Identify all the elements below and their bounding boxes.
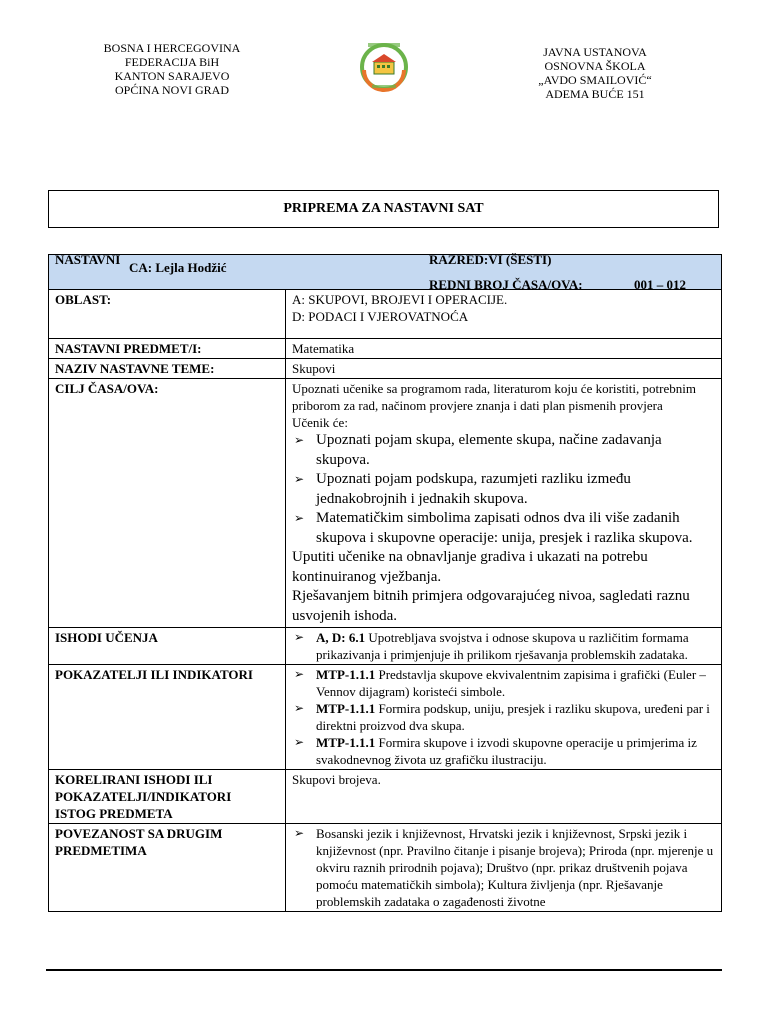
outcome-text: Upotrebljava svojstva i odnose skupova u različitim formama prikazivanja i primjenjuje ih prilikom rješavanja problemskih zadataka.	[316, 630, 689, 662]
grade-label: RAZRED:VI (ŠESTI)	[429, 252, 552, 267]
list-item	[292, 629, 715, 663]
row-label-cilj: CILJ ČASA/OVA:	[49, 379, 286, 628]
header-right-line: OSNOVNA ŠKOLA	[544, 59, 646, 73]
row-label-ishodi: ISHODI UČENJA	[49, 628, 286, 665]
header-right-line: JAVNA USTANOVA	[543, 45, 647, 59]
list-item	[292, 700, 715, 734]
header-left-line: BOSNA I HERCEGOVINA	[103, 41, 241, 55]
row-label-predmet: NASTAVNI PREDMET/I:	[49, 339, 286, 359]
list-item	[292, 666, 715, 700]
header-left-line: KANTON SARAJEVO	[114, 69, 230, 83]
oblast-line: D: PODACI I VJEROVATNOĆA	[292, 309, 469, 324]
header-right-line: ADEMA BUĆE 151	[545, 87, 645, 101]
indicators-list	[292, 666, 715, 768]
korelirani-label-line: ISTOG PREDMETA	[55, 806, 173, 821]
row-value-cilj	[286, 379, 722, 628]
header-left-line: FEDERACIJA BiH	[124, 55, 220, 69]
header-cell	[49, 252, 722, 292]
table-row	[49, 339, 722, 359]
cilj-bullet-list	[292, 431, 715, 548]
ishodi-list	[292, 629, 715, 663]
table-row	[49, 665, 722, 770]
povezanost-label-line: PREDMETIMA	[55, 843, 147, 858]
row-label-povezanost	[49, 824, 286, 912]
list-item	[292, 734, 715, 768]
row-label-pokazatelji: POKAZATELJI ILI INDIKATORI	[49, 665, 286, 770]
indicator-text: Predstavlja skupove ekvivalentnim zapisima i grafički (Euler – Vennov dijagram) koristeći simbole.	[316, 667, 706, 699]
list-item: ➢ Upoznati pojam podskupa, razumjeti razliku između jednakobrojnih i jednakih skupova.	[292, 470, 715, 509]
table-row	[49, 770, 722, 824]
indicator-text: Formira skupove i izvodi skupovne operacije u primjerima iz svakodnevnog života uz grafičku ilustraciju.	[316, 735, 697, 767]
row-value-povezanost	[286, 824, 722, 912]
row-value-korelirani: Skupovi brojeva.	[286, 770, 722, 824]
outcome-code: A, D: 6.1	[316, 630, 366, 645]
indicator-text: Formira podskup, uniju, presjek i razliku skupova, uređeni par i direktni proizvod dva skupa.	[316, 701, 710, 733]
page-bottom-rule	[46, 969, 722, 971]
header-right-line: „AVDO SMAILOVIĆ“	[538, 73, 652, 87]
list-item: ➢ Matematičkim simbolima zapisati odnos dva ili više zadanih skupova i skupovne operacije: unija, presjek i razlika skupova.	[292, 509, 715, 548]
row-label-oblast: OBLAST:	[49, 290, 286, 339]
table-header-row	[49, 255, 722, 290]
korelirani-label-line: POKAZATELJI/INDIKATORI	[55, 789, 232, 804]
lesson-number-value: 001 – 012	[634, 277, 686, 292]
indicator-code: MTP-1.1.1	[316, 667, 376, 682]
table-row	[49, 290, 722, 339]
cilj-ucenik: Učenik će:	[292, 415, 348, 430]
row-value-tema: Skupovi	[286, 359, 722, 379]
oblast-line: A: SKUPOVI, BROJEVI I OPERACIJE.	[292, 292, 508, 307]
cilj-outro: Rješavanjem bitnih primjera odgovarajućeg nivoa, sagledati raznu usvojenih ishoda.	[292, 588, 690, 624]
lesson-plan-table	[48, 254, 722, 912]
cilj-intro: Upoznati učenike sa programom rada, literaturom koju će koristiti, potrebnim priborom za rad, načinom provjere znanja i dati plan pismenih provjera	[292, 381, 696, 413]
row-value-ishodi	[286, 628, 722, 665]
indicator-code: MTP-1.1.1	[316, 735, 376, 750]
header-right-school	[520, 45, 670, 101]
table-row	[49, 359, 722, 379]
korelirani-label-line: KORELIRANI ISHODI ILI	[55, 772, 213, 787]
header-left-institution	[60, 41, 284, 97]
nastavnik-label: NASTAVNI	[55, 252, 121, 267]
cilj-outro: Uputiti učenike na obnavljanje gradiva i ukazati na potrebu kontinuiranog vježbanja.	[292, 549, 648, 585]
row-label-tema: NAZIV NASTAVNE TEME:	[49, 359, 286, 379]
list-item: ➢ Bosanski jezik i književnost, Hrvatski jezik i književnost, Srpski jezik i književnost (npr. Pravilno čitanje i pisanje brojeva); Priroda (npr. mjerenje u okviru raznih prirodnih pojava); Društvo (npr. prikaz društvenih pojava pomoću matematičkih simbola); Kultura življenja (npr. Rješavanje problemskih zadataka o zagađenosti životne	[292, 825, 715, 910]
indicator-code: MTP-1.1.1	[316, 701, 376, 716]
teacher-name: CA: Lejla Hodžić	[129, 260, 227, 275]
povezanost-label-line: POVEZANOST SA DRUGIM	[55, 826, 223, 841]
list-item: ➢ Upoznati pojam skupa, elemente skupa, načine zadavanja skupova.	[292, 431, 715, 470]
header-left-line: OPĆINA NOVI GRAD	[114, 83, 229, 97]
table-row	[49, 379, 722, 628]
school-logo	[356, 40, 412, 92]
lesson-number-label: REDNI BROJ ČASA/OVA:	[429, 277, 583, 292]
povezanost-list	[292, 825, 715, 910]
row-label-korelirani	[49, 770, 286, 824]
row-value-predmet: Matematika	[286, 339, 722, 359]
row-value-pokazatelji	[286, 665, 722, 770]
table-row	[49, 628, 722, 665]
row-value-oblast	[286, 290, 722, 339]
table-row	[49, 824, 722, 912]
document-title: PRIPREMA ZA NASTAVNI SAT	[48, 190, 719, 228]
